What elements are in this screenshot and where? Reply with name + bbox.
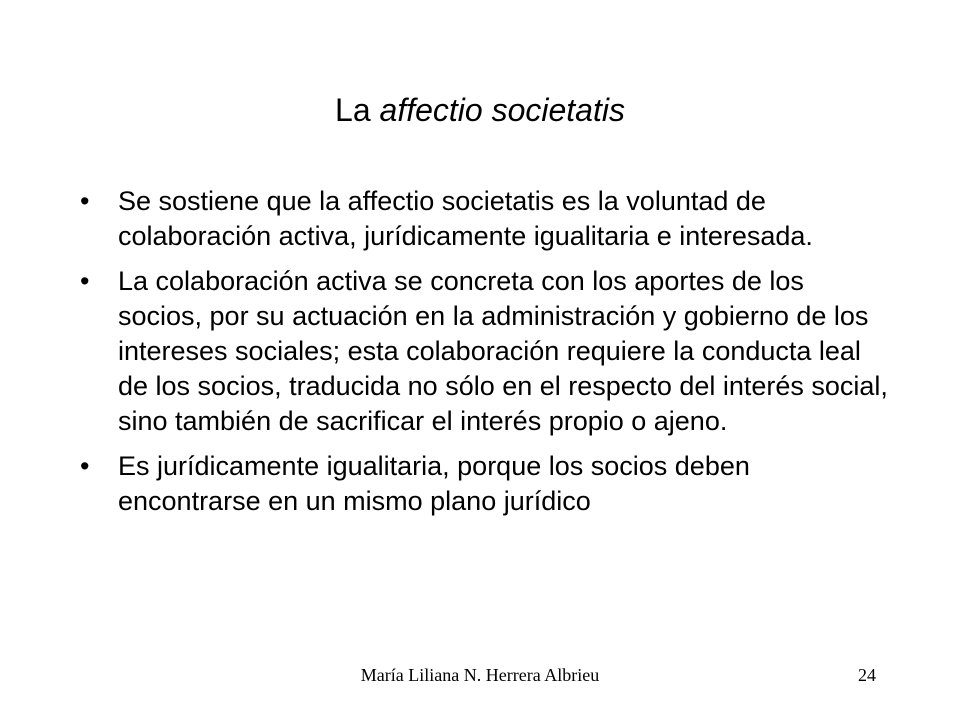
bullet-icon: • xyxy=(80,451,90,481)
bullet-icon: • xyxy=(80,186,90,216)
title-prefix: La xyxy=(335,92,380,128)
bullet-list xyxy=(80,184,892,529)
slide-title xyxy=(0,88,960,132)
bullet-text: Es jurídicamente igualitaria, porque los socios deben encontrarse en un mismo plano jurídico xyxy=(118,451,750,516)
bullet-text: La colaboración activa se concreta con los aportes de los socios, por su actuación en la administración y gobierno de los intereses sociales; esta colaboración requiere la conducta leal de los socios, traducida no sólo en el respecto del interés social, sino también de sacrificar el interés propio o ajeno. xyxy=(118,266,888,436)
title-italic: affectio societatis xyxy=(379,92,625,128)
bullet-text: Se sostiene que la affectio societatis es la voluntad de colaboración activa, jurídicamente igualitaria e interesada. xyxy=(118,186,813,251)
bullet-item xyxy=(80,449,892,519)
bullet-icon: • xyxy=(80,266,90,296)
bullet-item xyxy=(80,184,892,254)
bullet-item xyxy=(80,264,892,439)
page-number: 24 xyxy=(858,665,876,685)
footer-author: María Liliana N. Herrera Albrieu xyxy=(360,665,600,685)
